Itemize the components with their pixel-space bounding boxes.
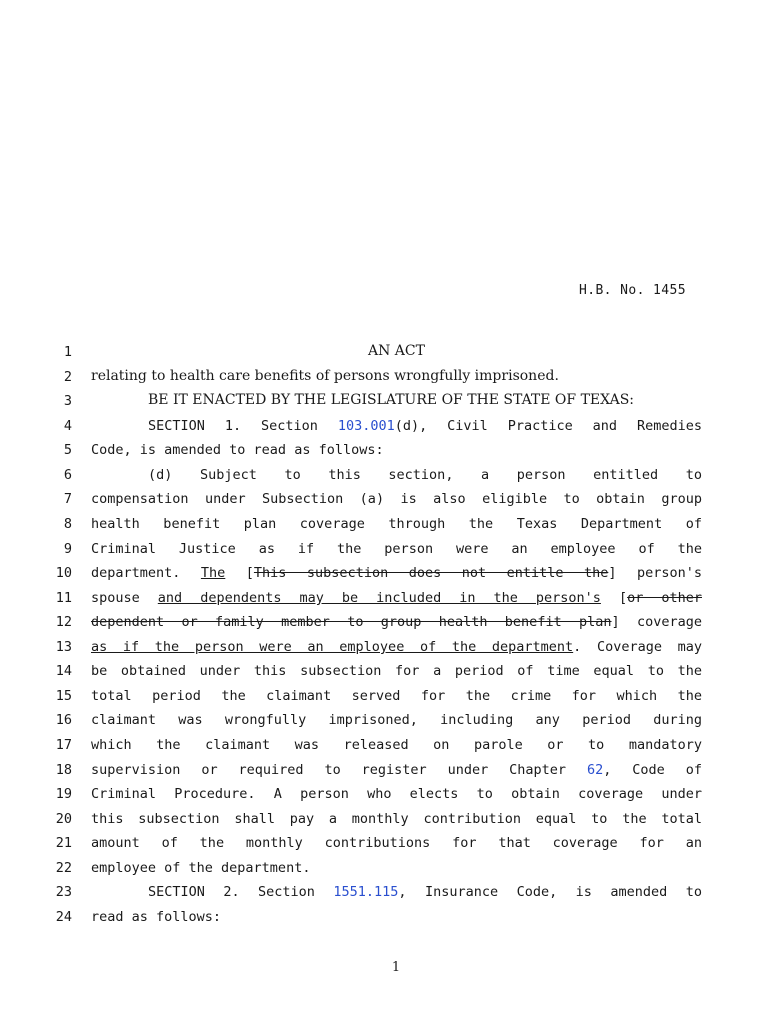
body-line: compensation under Subsection (a) is also eligible to obtain group bbox=[91, 491, 702, 507]
caption: relating to health care benefits of persons wrongfully imprisoned. bbox=[91, 368, 559, 384]
section-1-after-link: (d), Civil Practice and Remedies bbox=[394, 418, 702, 434]
body-line bbox=[91, 565, 702, 581]
line-number: 16 bbox=[55, 712, 72, 728]
text-run: [ bbox=[225, 565, 254, 581]
body-line bbox=[91, 590, 702, 606]
section-1-heading bbox=[91, 418, 702, 434]
section-2-heading bbox=[91, 884, 702, 900]
text-run: [ bbox=[600, 590, 628, 606]
chapter-link-62[interactable]: 62 bbox=[586, 762, 604, 778]
body-line: amount of the monthly contributions for that coverage for an bbox=[91, 835, 702, 851]
line-number: 12 bbox=[55, 614, 72, 630]
body-line: which the claimant was released on parole or to mandatory bbox=[91, 737, 702, 753]
body-line: health benefit plan coverage through the Texas Department of bbox=[91, 516, 702, 532]
body-line: this subsection shall pay a monthly contribution equal to the total bbox=[91, 811, 702, 827]
deleted-text: dependent or family member to group health benefit plan bbox=[91, 614, 612, 630]
line-number: 3 bbox=[63, 393, 72, 409]
bill-number: H.B. No. 1455 bbox=[579, 283, 686, 298]
text-run: department. bbox=[91, 565, 201, 581]
line-number: 17 bbox=[55, 737, 72, 753]
line-number: 18 bbox=[55, 762, 72, 778]
body-line: employee of the department. bbox=[91, 860, 311, 876]
text-run: supervision or required to register under Chapter bbox=[91, 762, 587, 778]
body-line: claimant was wrongfully imprisoned, including any period during bbox=[91, 712, 702, 728]
text-run: ] person's bbox=[608, 565, 702, 581]
deleted-text: This subsection does not entitle the bbox=[253, 565, 609, 581]
line-number: 1 bbox=[63, 344, 72, 360]
line-number: 19 bbox=[55, 786, 72, 802]
line-number: 7 bbox=[63, 491, 72, 507]
line-number: 9 bbox=[63, 541, 72, 557]
line-number: 2 bbox=[63, 369, 72, 385]
line-number: 5 bbox=[63, 442, 72, 458]
text-run: . Coverage may bbox=[573, 639, 702, 655]
statute-link-103-001[interactable]: 103.001 bbox=[337, 418, 395, 434]
act-title: AN ACT bbox=[368, 343, 425, 359]
line-number: 4 bbox=[63, 418, 72, 434]
body-line: Code, is amended to read as follows: bbox=[91, 442, 384, 458]
text-run: ] coverage bbox=[611, 614, 702, 630]
inserted-text: as if the person were an employee of the department bbox=[91, 639, 574, 655]
body-line bbox=[91, 614, 702, 630]
body-line: total period the claimant served for the crime for which the bbox=[91, 688, 702, 704]
line-number: 15 bbox=[55, 688, 72, 704]
line-number: 10 bbox=[55, 565, 72, 581]
line-number: 21 bbox=[55, 835, 72, 851]
text-run: , Code of bbox=[603, 762, 702, 778]
body-line: Criminal Justice as if the person were an employee of the bbox=[91, 541, 702, 557]
section-2-after-link: , Insurance Code, is amended to bbox=[398, 884, 702, 900]
deleted-text: or other bbox=[627, 590, 702, 606]
body-line: read as follows: bbox=[91, 909, 222, 925]
line-number: 14 bbox=[55, 663, 72, 679]
body-line: be obtained under this subsection for a period of time equal to the bbox=[91, 663, 702, 679]
statute-link-1551-115[interactable]: 1551.115 bbox=[333, 884, 399, 900]
page-number: 1 bbox=[391, 960, 401, 975]
line-number: 22 bbox=[55, 860, 72, 876]
inserted-text: and dependents may be included in the person's bbox=[157, 590, 601, 606]
enacting-clause: BE IT ENACTED BY THE LEGISLATURE OF THE STATE OF TEXAS: bbox=[148, 392, 635, 408]
line-number: 11 bbox=[55, 590, 72, 606]
section-2-lead: SECTION 2. Section bbox=[148, 884, 334, 900]
inserted-text: The bbox=[200, 565, 226, 581]
section-1-lead: SECTION 1. Section bbox=[148, 418, 338, 434]
line-number: 8 bbox=[63, 516, 72, 532]
line-number: 6 bbox=[63, 467, 72, 483]
body-line bbox=[91, 762, 702, 778]
line-number: 24 bbox=[55, 909, 72, 925]
line-number: 23 bbox=[55, 884, 72, 900]
body-line: (d) Subject to this section, a person entitled to bbox=[148, 467, 702, 483]
line-number: 13 bbox=[55, 639, 72, 655]
body-line bbox=[91, 639, 702, 655]
text-run: spouse bbox=[91, 590, 158, 606]
body-line: Criminal Procedure. A person who elects to obtain coverage under bbox=[91, 786, 702, 802]
line-number: 20 bbox=[55, 811, 72, 827]
